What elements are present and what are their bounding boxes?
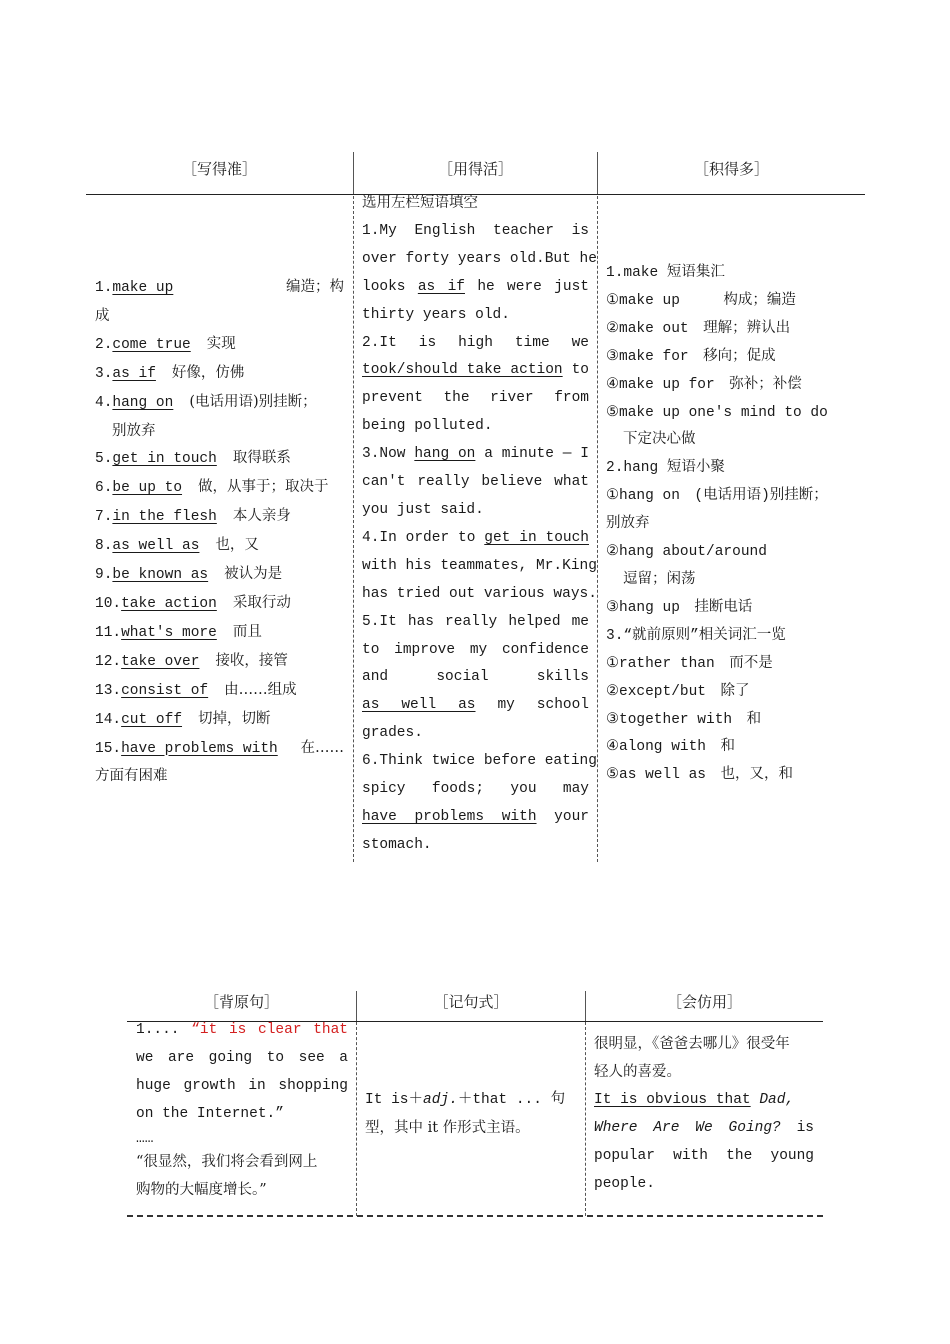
- phrase-item: [95, 706, 344, 735]
- phrase-term: in the flesh: [112, 509, 217, 526]
- prompt-line: 轻人的喜爱。: [594, 1063, 681, 1080]
- collection-item: ⑤as well as 也，又，和: [606, 767, 794, 784]
- exercise-text: 4.In order to: [362, 529, 485, 546]
- answer-text: is: [796, 1119, 814, 1136]
- phrase-number: 4.: [95, 394, 113, 411]
- collection-item: ②hang about/around: [606, 544, 767, 561]
- exercise-text: 3.Now: [362, 446, 415, 463]
- phrase-term: as if: [112, 365, 156, 382]
- phrase-item: [95, 648, 344, 677]
- answer-blank: as if: [417, 278, 465, 295]
- exercise-text: prevent the river from: [362, 390, 589, 407]
- phrase-number: 11.: [95, 624, 122, 641]
- phrase-definition: 方面有困难: [95, 768, 168, 785]
- exercise-line: [362, 218, 589, 246]
- translation-line: 购物的大幅度增长。”: [136, 1181, 267, 1198]
- header-write-accurately: ［写得准］: [181, 160, 257, 178]
- exercise-text: over forty years old.But he: [362, 250, 597, 267]
- exercise-line: [362, 469, 589, 497]
- exercise-text: 5.It has really helped me: [362, 613, 589, 630]
- exercise-line: [362, 330, 589, 358]
- collection-item: 1.make 短语集汇: [606, 265, 725, 281]
- answer-blank: have problems with: [362, 808, 537, 825]
- collection-item: ①hang on (电话用语)别挂断；: [606, 488, 828, 505]
- exercise-line: [362, 413, 589, 441]
- phrase-term: have problems with: [121, 740, 278, 757]
- phrase-term: be known as: [112, 567, 209, 584]
- exercise-text: 1.My English teacher is: [362, 222, 589, 239]
- bottom-dashed-rule: [127, 1215, 823, 1217]
- exercise-line: [362, 274, 589, 302]
- exercise-text: a minute — I: [475, 446, 589, 463]
- answer-blank: hang on: [414, 446, 476, 463]
- header-accumulate-more: ［积得多］: [693, 160, 769, 178]
- collection-item: 下定决心做: [623, 432, 696, 449]
- phrase-number: 14.: [95, 711, 122, 728]
- exercise-text: being polluted.: [362, 418, 493, 435]
- sentence-table: [127, 991, 823, 1221]
- phrase-number: 3.: [95, 365, 113, 382]
- collection-item: ③together with 和: [606, 711, 762, 728]
- phrase-number: 7.: [95, 509, 113, 526]
- phrase-item: [95, 677, 344, 706]
- translation-line: “很显然，我们将会看到网上: [136, 1153, 318, 1170]
- phrase-definition: 也，又: [215, 537, 259, 554]
- phrase-definition: 由……组成: [224, 681, 297, 698]
- exercise-text: has tried out various ways.: [362, 585, 597, 602]
- collection-item: ③make for 移向；促成: [606, 348, 776, 365]
- prompt-line: 很明显，《爸爸去哪儿》很受年: [594, 1036, 790, 1052]
- pattern-text: It is＋: [365, 1092, 424, 1108]
- header-remember-pattern: ［记句式］: [433, 993, 509, 1011]
- exercise-text: your: [536, 808, 589, 825]
- exercise-line: [362, 692, 589, 720]
- collection-item: ④along with 和: [606, 739, 736, 756]
- title-italic: Dad,: [759, 1091, 795, 1108]
- highlighted-phrase: “it is clear that: [191, 1022, 348, 1038]
- pattern-line: [365, 1087, 577, 1115]
- phrase-item: [95, 590, 344, 619]
- phrase-item: [95, 303, 344, 331]
- exercise-line: [362, 246, 597, 274]
- exercise-text: 6.Think twice before eating: [362, 753, 597, 770]
- exercise-text: and social skills: [362, 669, 589, 686]
- answer-line: [594, 1115, 814, 1143]
- phrase-definition: (电话用语)别挂断；: [189, 393, 317, 410]
- collection-item: ②make out 理解；辨认出: [606, 320, 791, 337]
- phrase-term: come true: [112, 336, 191, 353]
- phrase-definition: 成: [95, 307, 110, 324]
- column-divider: [597, 196, 598, 862]
- exercise-line: [362, 497, 589, 525]
- sentence-prefix: 1....: [136, 1022, 180, 1038]
- exercise-text: to improve my confidence: [362, 641, 589, 658]
- exercise-line: [362, 720, 589, 748]
- phrase-definition: 别放弃: [112, 422, 156, 439]
- phrase-item: [95, 331, 344, 360]
- answer-line: people.: [594, 1175, 655, 1192]
- collection-item: 3.“就前原则”相关词汇一览: [606, 627, 786, 644]
- pattern-adj: adj.: [423, 1092, 458, 1108]
- exercise-line: [362, 441, 589, 469]
- exercise-text: my school: [475, 697, 589, 714]
- exercise-line: [362, 776, 589, 804]
- title-italic: Where Are We Going?: [594, 1119, 781, 1136]
- phrase-item: [95, 503, 344, 532]
- phrase-definition: 做，从事于；取决于: [198, 479, 329, 496]
- phrase-item: [95, 619, 344, 648]
- phrase-term: make up: [112, 280, 174, 296]
- phrase-collection: [606, 260, 858, 790]
- sentence-line: we are going to see a: [136, 1049, 348, 1066]
- exercise-text: with his teammates, Mr.King: [362, 557, 597, 574]
- answer-blank: took/should take action: [362, 362, 563, 379]
- sentence-line: huge growth in shopping: [136, 1077, 348, 1094]
- answer-line: [594, 1087, 814, 1115]
- collection-item: ①make up 构成；编造: [606, 292, 796, 309]
- collection-item: 别放弃: [606, 516, 650, 533]
- answer-blank: get in touch: [484, 529, 589, 546]
- sentence-line: [136, 1017, 348, 1045]
- imitation-sentence: [594, 1031, 814, 1198]
- phrase-number: 1.: [95, 280, 113, 296]
- header-use-flexibly: ［用得活］: [437, 160, 513, 178]
- exercise-text: can't really believe what: [362, 474, 589, 491]
- phrase-term: be up to: [112, 480, 183, 497]
- phrase-term: what's more: [121, 624, 217, 641]
- column-divider: [353, 196, 354, 862]
- phrase-definition: 好像，仿佛: [171, 364, 245, 381]
- exercise-text: grades.: [362, 725, 423, 742]
- column-divider: [585, 1022, 586, 1216]
- phrase-number: 10.: [95, 595, 122, 612]
- phrase-item: [95, 389, 344, 418]
- phrase-item: [95, 418, 344, 446]
- exercise-line: [362, 804, 589, 832]
- phrase-number: 13.: [95, 682, 122, 699]
- exercise-line: [362, 302, 589, 330]
- vocabulary-table: [86, 152, 865, 862]
- answer-line: popular with the young: [594, 1147, 814, 1164]
- phrase-term: consist of: [121, 682, 209, 699]
- collection-item: 2.hang 短语小聚: [606, 460, 725, 477]
- phrase-item: [95, 763, 344, 791]
- ellipsis: ……: [136, 1130, 154, 1147]
- answer-blank: as well as: [362, 697, 476, 714]
- exercise-text: to: [562, 362, 589, 379]
- phrase-number: 12.: [95, 653, 122, 670]
- phrase-definition: 切掉，切断: [198, 710, 271, 727]
- phrase-item: [95, 445, 344, 474]
- phrase-term: as well as: [112, 538, 200, 555]
- exercise-line: [362, 581, 597, 609]
- phrase-term: take action: [121, 595, 217, 612]
- exercise-line: [362, 525, 589, 553]
- collection-item: ④make up for 弥补；补偿: [606, 376, 802, 393]
- phrase-list: [95, 274, 344, 791]
- exercise-line: [362, 748, 597, 776]
- phrase-number: 15.: [95, 740, 122, 757]
- exercise-text: he were just: [464, 278, 589, 295]
- phrase-definition: 取得联系: [232, 450, 291, 467]
- phrase-number: 6.: [95, 480, 113, 497]
- phrase-definition: 实现: [206, 335, 236, 352]
- phrase-term: hang on: [112, 394, 174, 411]
- answer-blank: It is obvious that: [594, 1091, 751, 1108]
- exercise-text: stomach.: [362, 836, 432, 853]
- exercise-text: 2.It is high time we: [362, 334, 589, 351]
- exercise-line: [362, 832, 589, 860]
- phrase-definition: 而且: [232, 623, 262, 640]
- phrase-item: [95, 561, 344, 590]
- original-sentence: [136, 1017, 348, 1204]
- exercise-line: [362, 609, 589, 637]
- phrase-definition: 编造；构: [286, 279, 344, 295]
- pattern-line: 型，其中 it 作形式主语。: [365, 1119, 530, 1136]
- sentence-pattern: [365, 1087, 577, 1143]
- phrase-number: 9.: [95, 567, 113, 584]
- exercise-line: [362, 664, 589, 692]
- phrase-definition: 接收，接管: [215, 652, 288, 669]
- phrase-definition: 采取行动: [232, 594, 291, 611]
- collection-item: ⑤make up one's mind to do: [606, 404, 828, 421]
- phrase-term: take over: [121, 653, 200, 670]
- header-recite-original: ［背原句］: [203, 993, 279, 1011]
- phrase-item: [95, 360, 344, 389]
- phrase-item: [95, 735, 344, 764]
- exercise-line: [362, 553, 597, 581]
- phrase-item: [95, 474, 344, 503]
- phrase-item: [95, 532, 344, 561]
- phrase-definition: 在……: [300, 739, 344, 756]
- phrase-number: 8.: [95, 538, 113, 555]
- phrase-number: 5.: [95, 451, 113, 468]
- phrase-definition: 本人亲身: [232, 508, 291, 525]
- collection-item: ①rather than 而不是: [606, 655, 773, 672]
- collection-item: 逗留；闲荡: [623, 571, 696, 588]
- column-divider: [356, 1022, 357, 1216]
- phrase-term: cut off: [121, 711, 183, 728]
- sentence-line: on the Internet.”: [136, 1105, 284, 1122]
- collection-item: ③hang up 挂断电话: [606, 599, 753, 616]
- exercise-text: thirty years old.: [362, 306, 510, 323]
- phrase-number: 2.: [95, 336, 113, 353]
- fill-in-exercises: [362, 190, 597, 860]
- exercise-instruction: 选用左栏短语填空: [362, 195, 478, 211]
- exercise-line: [362, 385, 589, 413]
- exercise-text: spicy foods; you may: [362, 781, 589, 798]
- pattern-text: ＋that ... 句: [457, 1092, 566, 1108]
- exercise-line: [362, 357, 589, 385]
- phrase-definition: 被认为是: [224, 566, 283, 583]
- collection-item: ②except/but 除了: [606, 683, 750, 700]
- header-imitate: ［会仿用］: [666, 993, 742, 1011]
- phrase-item: [95, 274, 344, 303]
- exercise-text: you just said.: [362, 501, 484, 518]
- exercise-text: looks: [362, 278, 418, 295]
- phrase-term: get in touch: [112, 451, 217, 468]
- exercise-line: [362, 637, 589, 665]
